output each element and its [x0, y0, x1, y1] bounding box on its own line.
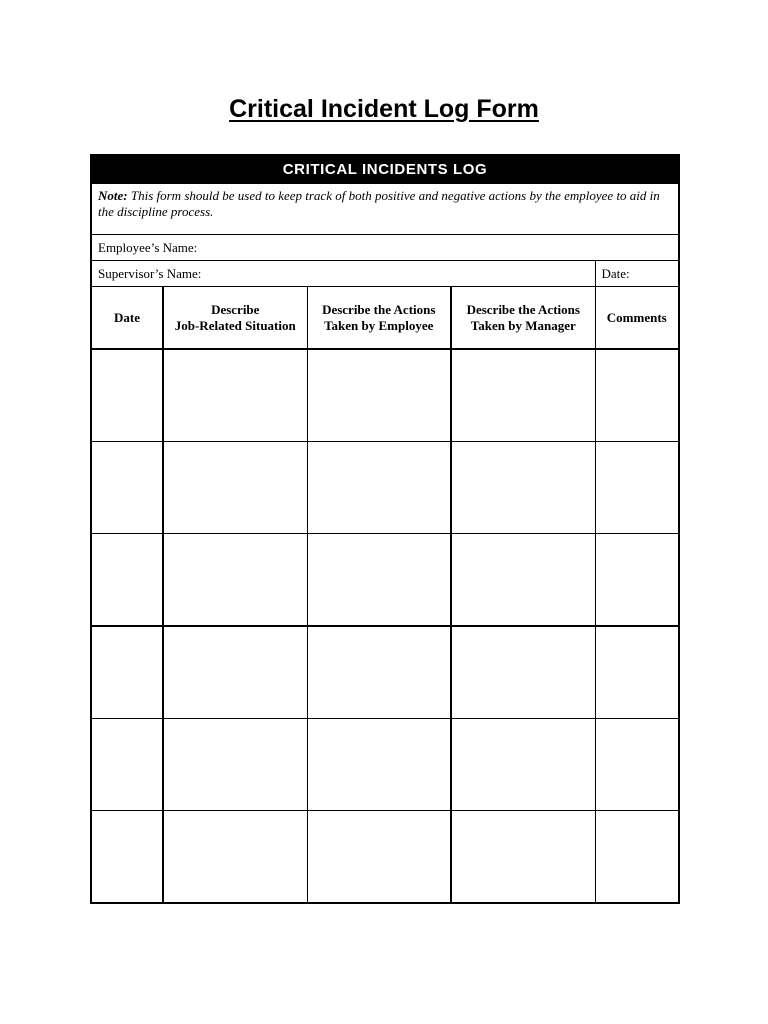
situation-cell[interactable]: [163, 719, 307, 811]
employee-name-field[interactable]: [91, 235, 679, 261]
critical-incidents-log-table: [90, 154, 680, 904]
manager-actions-cell[interactable]: [451, 626, 595, 719]
date-cell[interactable]: [91, 626, 163, 719]
situation-cell[interactable]: [163, 442, 307, 534]
comments-cell[interactable]: [595, 534, 679, 627]
comments-cell[interactable]: [595, 626, 679, 719]
column-header-employee-actions: Describe the Actions Taken by Employee: [307, 287, 451, 350]
employee-actions-cell[interactable]: [307, 349, 451, 442]
employee-actions-cell[interactable]: [307, 626, 451, 719]
comments-cell[interactable]: [595, 349, 679, 442]
employee-actions-cell[interactable]: [307, 811, 451, 904]
table-row: [91, 349, 679, 442]
comments-cell[interactable]: [595, 811, 679, 904]
date-cell[interactable]: [91, 442, 163, 534]
column-header-date: Date: [91, 287, 163, 350]
table-row: [91, 811, 679, 904]
employee-actions-cell[interactable]: [307, 719, 451, 811]
date-field[interactable]: [595, 261, 679, 287]
comments-cell[interactable]: [595, 442, 679, 534]
situation-cell[interactable]: [163, 811, 307, 904]
note-label: Note:: [98, 188, 128, 203]
table-banner: CRITICAL INCIDENTS LOG: [91, 155, 679, 184]
supervisor-name-field[interactable]: [91, 261, 595, 287]
column-header-situation: Describe Job-Related Situation: [163, 287, 307, 350]
employee-name-label: Employee’s Name:: [98, 239, 198, 255]
date-cell[interactable]: [91, 811, 163, 904]
page-title: Critical Incident Log Form: [229, 95, 539, 123]
table-row: [91, 442, 679, 534]
manager-actions-cell[interactable]: [451, 442, 595, 534]
comments-cell[interactable]: [595, 719, 679, 811]
date-label: Date:: [601, 265, 630, 281]
manager-actions-cell[interactable]: [451, 811, 595, 904]
date-cell[interactable]: [91, 349, 163, 442]
employee-actions-cell[interactable]: [307, 534, 451, 627]
note-text: [91, 184, 679, 235]
manager-actions-cell[interactable]: [451, 349, 595, 442]
date-cell[interactable]: [91, 719, 163, 811]
supervisor-name-label: Supervisor’s Name:: [98, 265, 202, 281]
table-row: [91, 626, 679, 719]
column-header-comments: Comments: [595, 287, 679, 350]
manager-actions-cell[interactable]: [451, 534, 595, 627]
situation-cell[interactable]: [163, 349, 307, 442]
employee-actions-cell[interactable]: [307, 442, 451, 534]
note-body: This form should be used to keep track of both positive and negative actions by the employee to aid in the discipline process.: [98, 188, 660, 219]
situation-cell[interactable]: [163, 626, 307, 719]
log-rows: [91, 349, 679, 903]
date-cell[interactable]: [91, 534, 163, 627]
table-row: [91, 719, 679, 811]
column-header-manager-actions: Describe the Actions Taken by Manager: [451, 287, 595, 350]
situation-cell[interactable]: [163, 534, 307, 627]
table-row: [91, 534, 679, 627]
manager-actions-cell[interactable]: [451, 719, 595, 811]
